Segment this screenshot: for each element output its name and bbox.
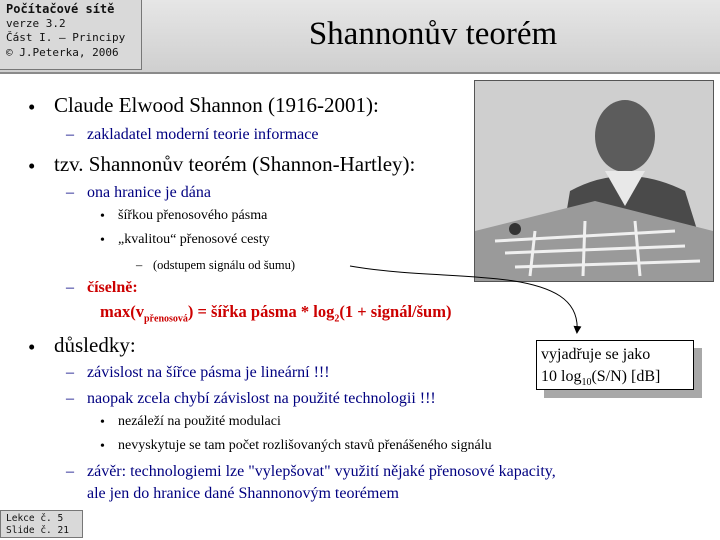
- slide-number: Slide č. 21: [6, 525, 69, 536]
- callout-line1: vyjadřuje se jako: [541, 346, 651, 363]
- item-conclusion-line1: závěr: technologiemi lze "vylepšovat" využití nějaké přenosové kapacity,: [87, 463, 556, 480]
- bullet-boundary: ona hranice je dána: [87, 184, 211, 201]
- bullet-dot-icon: •: [100, 439, 105, 454]
- bullet-consequences: důsledky:: [54, 333, 136, 357]
- dash-icon: –: [66, 184, 74, 201]
- item-modulation: nezáleží na použité modulaci: [118, 414, 281, 429]
- bullet-dot-icon: •: [28, 154, 36, 178]
- item-conclusion-line2: ale jen do hranice dané Shannonovým teorémem: [87, 485, 399, 502]
- formula-part3: (1 + signál/šum): [339, 302, 452, 321]
- formula-part2: ) = šířka pásma * log: [187, 302, 335, 321]
- formula-sub2: 2: [334, 313, 340, 325]
- item-quality: „kvalitou“ přenosové cesty: [118, 232, 270, 247]
- lesson-number: Lekce č. 5: [6, 513, 64, 524]
- course-part: Část I. – Principy: [6, 31, 126, 44]
- dash-icon: –: [66, 126, 74, 143]
- course-copyright: © J.Peterka, 2006: [6, 45, 119, 59]
- dash-icon: –: [66, 279, 74, 296]
- callout-line2-a: 10 log: [541, 368, 582, 385]
- callout-line2: [541, 366, 693, 394]
- bullet-dot-icon: •: [100, 233, 105, 248]
- slide-footer: [0, 510, 83, 538]
- item-states: nevyskytuje se tam počet rozlišovaných stavů přenášeného signálu: [118, 438, 492, 453]
- bullet-shannon: Claude Elwood Shannon (1916-2001):: [54, 93, 379, 117]
- course-version: verze 3.2: [6, 16, 66, 30]
- dash-icon: –: [136, 258, 143, 272]
- slide-title: Shannonův teorém: [308, 16, 558, 52]
- item-snr-note: (odstupem signálu od šumu): [153, 258, 296, 272]
- item-bandwidth: šířkou přenosového pásma: [118, 208, 268, 223]
- item-linear: závislost na šířce pásma je lineární !!!: [87, 364, 330, 381]
- item-no-technology: naopak zcela chybí závislost na použité technologii !!!: [87, 390, 436, 407]
- callout-line2-sub: 10: [581, 377, 592, 389]
- bullet-dot-icon: •: [28, 95, 36, 119]
- bullet-dot-icon: •: [100, 415, 105, 430]
- bullet-dot-icon: •: [28, 335, 36, 359]
- label-numerically: číselně:: [87, 279, 138, 296]
- formula-sub1: přenosová: [144, 313, 188, 325]
- course-name: Počítačové sítě: [6, 2, 115, 16]
- dash-icon: –: [66, 463, 74, 480]
- dash-icon: –: [66, 364, 74, 381]
- bullet-theorem: tzv. Shannonův teorém (Shannon-Hartley):: [54, 152, 416, 176]
- bullet-shannon-founder: zakladatel moderní teorie informace: [87, 126, 319, 143]
- dash-icon: –: [66, 390, 74, 407]
- formula-part1: max(v: [100, 302, 144, 321]
- snr-callout: [536, 340, 694, 390]
- callout-line2-b: (S/N) [dB]: [591, 368, 661, 385]
- bullet-dot-icon: •: [100, 209, 105, 224]
